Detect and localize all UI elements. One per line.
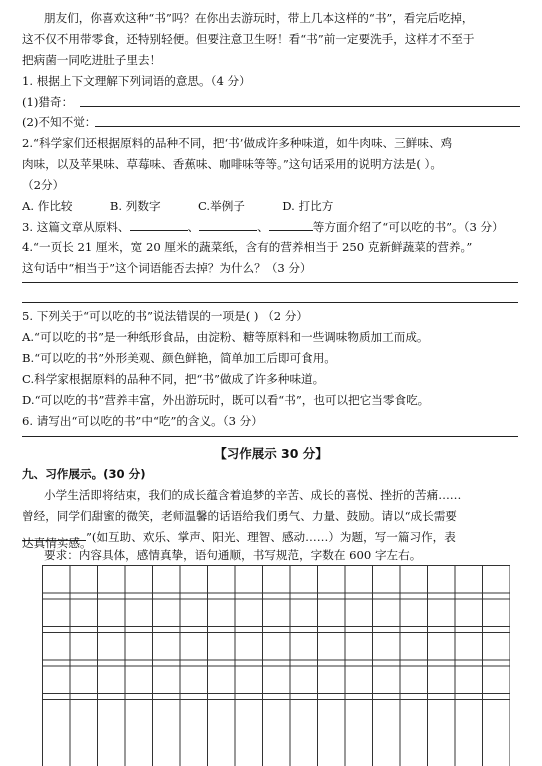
question-2-line: 2.“科学家们还根据原料的品种不同，把‘书’做成许多种味道，如牛肉味、三鲜味、鸡 [22,136,453,150]
question-1-a-label: (1)猎奇： [22,95,74,109]
question-5-option-d[interactable]: D.“可以吃的书”营养丰富，外出游玩时，既可以看“书”，也可以把它当零食吃。 [22,393,430,407]
blank[interactable] [199,218,257,231]
answer-line[interactable] [22,282,518,283]
requirement-text: 要求：内容具体，感情真挚，语句通顺，书写规范，字数在 600 字左右。 [44,548,422,562]
writing-grid[interactable] [42,565,510,766]
passage-line: 把病菌一同吃进肚子里去！ [22,53,162,67]
passage-line: 这不仅不用带零食，还特别轻便。但要注意卫生呀！看“书”前一定要洗手，这样才不至于 [22,32,475,46]
question-2-options [22,196,524,216]
option-c[interactable]: C.举例子 [197,199,245,213]
question-5-option-a[interactable]: A.“可以吃的书”是一种纸形食品，由淀粉、糖等原料和一些调味物质加工而成。 [22,330,429,344]
answer-line[interactable] [80,106,520,107]
question-5-stem: 5. 下列关于“可以吃的书”说法错误的一项是( ) （2 分） [22,309,308,323]
prompt-line: ”(如互助、欢乐、掌声、阳光、理智、感动……）为题，写一篇习作，表 [22,527,524,547]
blank[interactable] [269,218,313,231]
grid-lines [42,565,510,766]
passage-line: 朋友们，你喜欢这种“书”吗？在你出去游玩时，带上几本这样的“书”，看完后吃掉， [44,11,474,25]
prompt-line: 达真情实感。 [22,536,92,550]
question-5-option-c[interactable]: C.科学家根据原料的品种不同，把“书”做成了许多种味道。 [22,372,325,386]
option-a[interactable]: A. 作比较 [22,199,73,213]
question-3: 3. 这篇文章从原料、 、 、 等方面介绍了“可以吃的书”。（3 分） [22,220,504,234]
section-title: 【习作展示 30 分】 [214,446,328,461]
section-nine-heading: 九、习作展示。(30 分) [22,467,146,481]
option-d[interactable]: D. 打比方 [282,199,334,213]
question-4-line: 这句话中“相当于”这个词语能否去掉？为什么？（3 分） [22,261,312,275]
prompt-line: 曾经，同学们甜蜜的微笑，老师温馨的话语给我们勇气、力量、鼓励。请以“成长需要 [22,509,457,523]
question-5-option-b[interactable]: B.“可以吃的书”外形美观、颜色鲜艳，简单加工后即可食用。 [22,351,336,365]
question-2-score: （2分） [22,178,65,192]
question-1-b-label: (2)不知不觉： [22,115,97,129]
question-2-line: 肉味，以及苹果味、草莓味、香蕉味、咖啡味等等。”这句话采用的说明方法是( ）。 [22,157,442,171]
option-b[interactable]: B. 列数字 [109,199,161,213]
answer-line[interactable] [22,436,518,437]
blank[interactable] [130,218,188,231]
answer-line[interactable] [95,126,520,127]
prompt-line: 小学生活即将结束，我们的成长蕴含着追梦的辛苦、成长的喜悦、挫折的苦痛…… [44,488,462,502]
question-1-stem: 1. 根据上下文理解下列词语的意思。（4 分） [22,74,251,88]
question-6-stem: 6. 请写出“可以吃的书”中“吃”的含义。（3 分） [22,414,263,428]
question-4-line: 4.“一页长 21 厘米，宽 20 厘米的蔬菜纸，含有的营养相当于 250 克新鲜蔬菜的营养。” [22,240,473,254]
answer-line[interactable] [22,302,518,303]
